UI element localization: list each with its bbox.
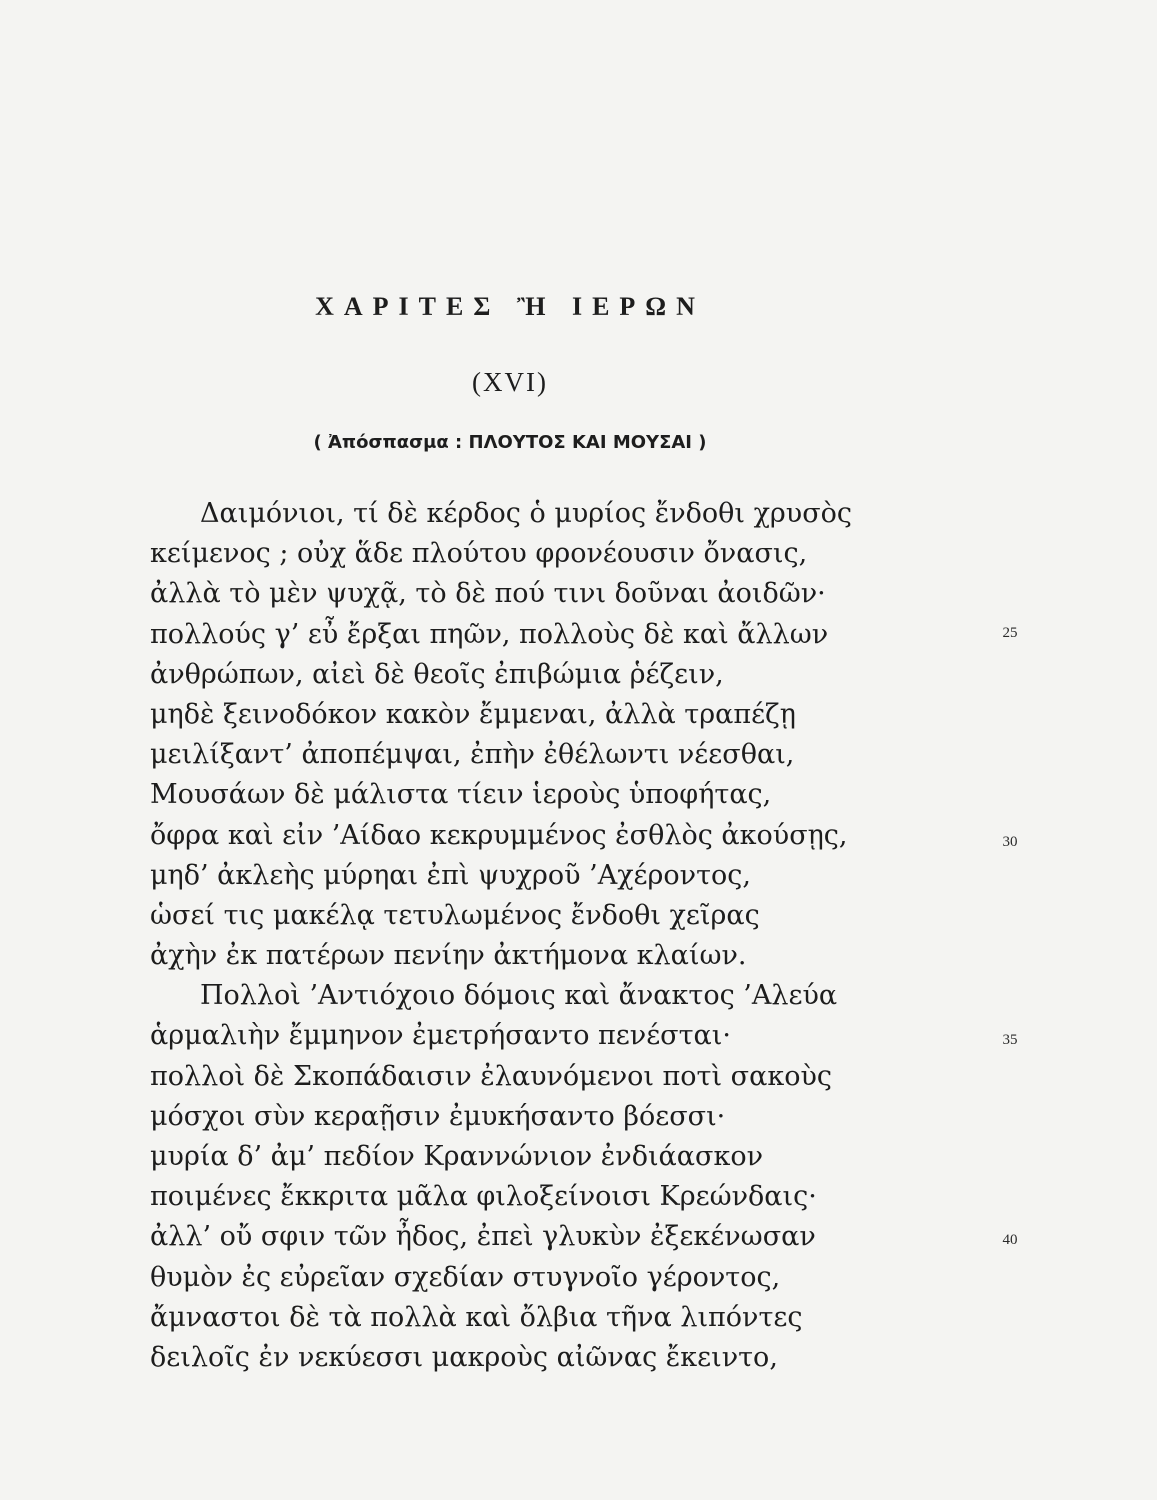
- verse-line: μυρία δ’ ἀμ’ πεδίον Κραννώνιον ἐνδιάασκον: [150, 1141, 763, 1172]
- line-number-marker: 40: [1002, 1232, 1018, 1248]
- verse-line: ἀχὴν ἐκ πατέρων πενίην ἀκτήμονα κλαίων.: [150, 940, 747, 972]
- line-number-marker: 25: [1002, 625, 1018, 641]
- line-number-marker: 30: [1002, 834, 1018, 850]
- verse-line: ὄφρα καὶ εἰν ’Αίδαο κεκρυμμένος ἐσθλὸς ἀκούσῃς,: [150, 819, 848, 851]
- verse-line: πολλούς γ’ εὖ ἔρξαι πηῶν, πολλοὺς δὲ καὶ ἄλλων: [150, 618, 829, 650]
- poem-number: (XVI): [472, 367, 548, 397]
- verse-line: ὡσεί τις μακέλᾳ τετυλωμένος ἔνδοθι χεῖρας: [150, 899, 760, 931]
- line-number-marker: 35: [1002, 1032, 1018, 1048]
- verse-line: κείμενος ; οὐχ ἅδε πλούτου φρονέουσιν ὄνασις,: [150, 538, 808, 570]
- verse-line: πολλοὶ δὲ Σκοπάδαισιν ἐλαυνόμενοι ποτὶ σακοὺς: [150, 1060, 832, 1092]
- verse-line: Μουσάων δὲ μάλιστα τίειν ἱεροὺς ὑποφήτας,: [150, 779, 772, 811]
- verse-line: ἀνθρώπων, αἰεὶ δὲ θεοῖς ἐπιβώμια ῥέζειν,: [150, 658, 724, 690]
- verse-line: ἁρμαλιὴν ἔμμηνον ἐμετρήσαντο πενέσται·: [150, 1020, 731, 1052]
- verse-line: ποιμένες ἔκκριτα μᾶλα φιλοξείνοισι Κρεώνδαις·: [150, 1181, 817, 1213]
- fragment-subtitle: ( Ἀπόσπασμα : ΠΛΟΥΤΟΣ ΚΑΙ ΜΟΥΣΑΙ ): [313, 432, 707, 453]
- verse-line: Πολλοὶ ’Αντιόχοιο δόμοις καὶ ἄνακτος ’Αλεύα: [200, 980, 838, 1012]
- verse-line: μηδὲ ξεινοδόκον κακὸν ἔμμεναι, ἀλλὰ τραπέζῃ: [150, 698, 796, 730]
- verse-line: ἄμναστοι δὲ τὰ πολλὰ καὶ ὄλβια τῆνα λιπόντες: [150, 1301, 803, 1333]
- verse-line: μειλίξαντ’ ἀποπέμψαι, ἐπὴν ἐθέλωντι νέεσθαι,: [150, 739, 795, 771]
- verse-line: μηδ’ ἀκλεὴς μύρηαι ἐπὶ ψυχροῦ ’Αχέροντος,: [150, 859, 751, 891]
- verse-line: θυμὸν ἐς εὐρεῖαν σχεδίαν στυγνοῖο γέροντος,: [150, 1261, 781, 1293]
- verse-line: ἀλλ’ οὔ σφιν τῶν ἦδος, ἐπεὶ γλυκὺν ἐξεκένωσαν: [150, 1221, 816, 1253]
- verse-block: [150, 494, 852, 1378]
- verse-line: μόσχοι σὺν κεραῇσιν ἐμυκήσαντο βόεσσι·: [150, 1100, 726, 1132]
- verse-line: Δαιμόνιοι, τί δὲ κέρδος ὁ μυρίος ἔνδοθι χρυσὸς: [200, 498, 853, 529]
- verse-line: δειλοῖς ἐν νεκύεσσι μακροὺς αἰῶνας ἔκειντο,: [150, 1341, 778, 1373]
- verse-line: ἀλλὰ τὸ μὲν ψυχᾷ, τὸ δὲ πού τινι δοῦναι ἀοιδῶν·: [150, 578, 826, 610]
- poem-title: ΧΑΡΙΤΕΣ Ἢ ΙΕΡΩΝ: [315, 292, 705, 321]
